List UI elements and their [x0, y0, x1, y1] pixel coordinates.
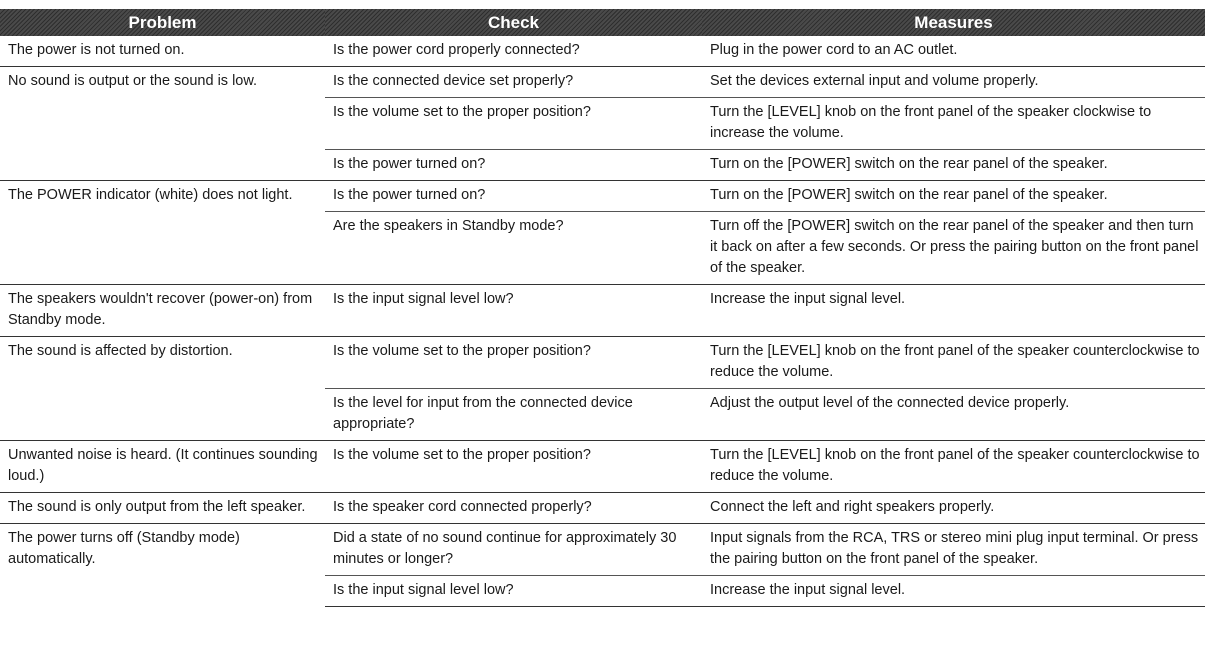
check-cell: Is the power cord properly connected? [333, 42, 580, 58]
table-row [0, 285, 1205, 337]
problem-cell: Unwanted noise is heard. (It continues sounding loud.) [0, 441, 325, 493]
table-body [0, 36, 1205, 607]
measure-cell: Turn the [LEVEL] knob on the front panel of the speaker counterclockwise to reduce the volume. [702, 441, 1205, 493]
measure-cell: Set the devices external input and volume properly. [702, 67, 1205, 98]
problem-cell: The sound is only output from the left speaker. [0, 493, 325, 524]
troubleshooting-table [0, 9, 1205, 607]
problem-cell: The sound is affected by distortion. [0, 337, 325, 441]
check-cell: Is the volume set to the proper position? [325, 441, 702, 493]
table-row [0, 36, 1205, 67]
check-cell: Is the speaker cord connected properly? [325, 493, 702, 524]
header-measures: Measures [702, 9, 1205, 36]
measure-cell: Adjust the output level of the connected device properly. [702, 389, 1205, 441]
measure-cell: Turn off the [POWER] switch on the rear panel of the speaker and then turn it back on after a few seconds. Or press the pairing button on the front panel of the speaker. [702, 212, 1205, 285]
problem-cell: No sound is output or the sound is low. [0, 67, 325, 181]
check-cell: Is the input signal level low? [325, 285, 702, 337]
check-cell: Are the speakers in Standby mode? [325, 212, 702, 285]
table-row [0, 337, 1205, 389]
header-check: Check [325, 9, 702, 36]
check-cell: Did a state of no sound continue for approximately 30 minutes or longer? [325, 524, 702, 576]
problem-cell: The power is not turned on. [8, 42, 185, 58]
check-cell: Is the level for input from the connected device appropriate? [325, 389, 702, 441]
table-row [0, 181, 1205, 212]
measure-cell: Turn on the [POWER] switch on the rear panel of the speaker. [702, 181, 1205, 212]
check-cell: Is the volume set to the proper position? [325, 98, 702, 150]
problem-cell: The POWER indicator (white) does not light. [0, 181, 325, 285]
check-cell: Is the connected device set properly? [325, 67, 702, 98]
measure-cell: Input signals from the RCA, TRS or stereo mini plug input terminal. Or press the pairing button on the front panel of the speaker. [702, 524, 1205, 576]
table-row [0, 493, 1205, 524]
measure-cell: Increase the input signal level. [702, 285, 1205, 337]
header-problem: Problem [0, 9, 325, 36]
table-row [0, 441, 1205, 493]
measure-cell: Plug in the power cord to an AC outlet. [710, 42, 958, 58]
table-row [0, 524, 1205, 576]
check-cell: Is the power turned on? [325, 181, 702, 212]
table-row [0, 67, 1205, 98]
check-cell: Is the power turned on? [325, 150, 702, 181]
table-header [0, 9, 1205, 36]
problem-cell: The speakers wouldn't recover (power-on) from Standby mode. [0, 285, 325, 337]
problem-cell: The power turns off (Standby mode) automatically. [0, 524, 325, 607]
measure-cell: Increase the input signal level. [702, 576, 1205, 607]
measure-cell: Connect the left and right speakers properly. [702, 493, 1205, 524]
check-cell: Is the input signal level low? [325, 576, 702, 607]
measure-cell: Turn the [LEVEL] knob on the front panel of the speaker counterclockwise to reduce the volume. [702, 337, 1205, 389]
check-cell: Is the volume set to the proper position? [325, 337, 702, 389]
measure-cell: Turn the [LEVEL] knob on the front panel of the speaker clockwise to increase the volume. [702, 98, 1205, 150]
measure-cell: Turn on the [POWER] switch on the rear panel of the speaker. [702, 150, 1205, 181]
